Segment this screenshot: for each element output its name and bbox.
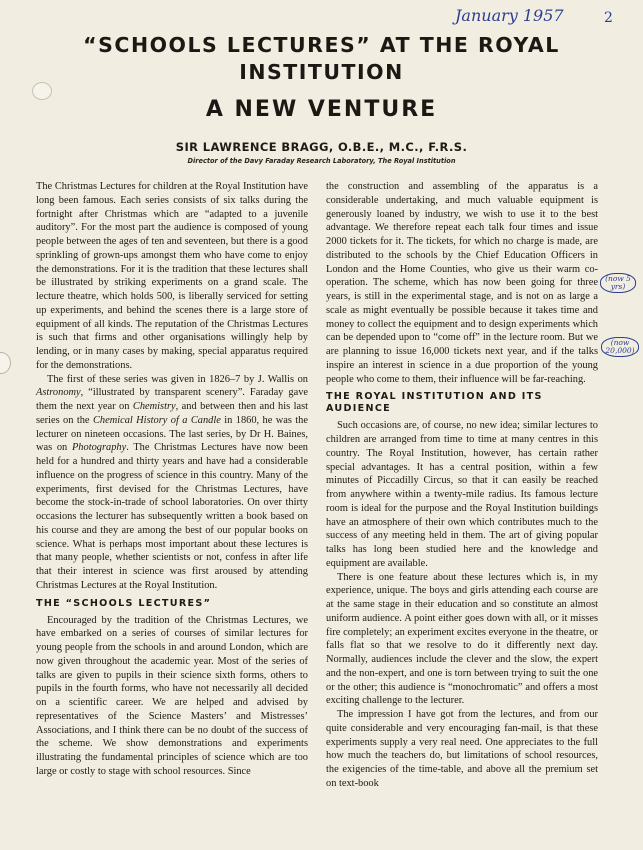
italic-title: Chemistry bbox=[132, 401, 176, 412]
article-subheadline: A NEW VENTURE bbox=[205, 97, 438, 122]
handwritten-page-number: 2 bbox=[604, 10, 613, 26]
paragraph: The first of these series was given in 1826–7 by J. Wallis on Astronomy, “illustrated by transparent scenery”. Faraday gave them the next year on Chemistry, and between then and his last series on the Chemical History of a Candle in 1860, he was the lecturer on nineteen occasions. The last series, by Dr H. Baines, was on Photography. The Christmas Lectures have now been held for a hundred and thirty years and have had a considerable influence on the progress of science in this country. Many of the experiments, first devised for the Christmas Lectures, have become the stock-in-trade of school laboratories. On over thirty occasions the lecturer has subsequently written a book based on his course and they are among the best of our popular books on science. What is perhaps most important about these lectures is that many people, whether scientists or not, confess in after life that their interest in science was first aroused by attending Christmas Lectures at the Royal Institution. bbox=[36, 373, 309, 591]
article-headline: “SCHOOLS LECTURES” AT THE ROYAL INSTITUTION bbox=[83, 33, 560, 84]
italic-title: Photography bbox=[71, 442, 127, 454]
paragraph: Such occasions are, of course, no new idea; similar lectures to children are arranged from time to time at many centres in this country. The Royal Institution, however, has certain rather special advantages. It has a central position, within a few minutes of Piccadilly Circus, so that it can easily be reached from anywhere within a twenty-mile radius. Its famous lecture room is ideal for the purpose and the Royal Institution buildings have an atmosphere of their own which contributes much to the success of any meeting held in them. The art of giving popular talks has long been studied here and the knowledge and equipment are available. bbox=[326, 420, 598, 569]
italic-title: Chemical History of a Candle bbox=[92, 414, 221, 426]
section-heading: THE ROYAL INSTITUTION AND ITS AUDIENCE bbox=[326, 391, 543, 415]
paragraph: the construction and assembling of the apparatus is a considerable undertaking, and much valuable equipment is generously loaned by industry, we wish to use it to the best advantage. We therefore repeat each talk four times and issue 2000 tickets for it. The tickets, for which no charge is made, are distributed to the schools by the Chief Education Officers in London and the Home Counties, who give us their warm co-operation. The scheme, which has now been going for three years, is still in the experimental stage, and is not on as large a scale as might eventually be possible because it takes time and money to collect the equipment and to design experiments which can be depended upon to “come off” in the lecture room. But we are planning to issue 16,000 tickets next year, and if the talks inspire an interest in science in a due proportion of the young people who come to them, their influence will be far-reaching. bbox=[326, 181, 598, 385]
paragraph: The Christmas Lectures for children at the Royal Institution have long been famous. Each series consists of six talks during the fortnight after Christmas which are “adapted to a juvenile auditory”. For the most part the audience is composed of young people between the ages of ten and seventeen, but there is a good sprinkling of grown-ups amongst them who have come to enjoy the demonstrations. For it is the tradition that these lectures shall be illustrated by striking experiments on a grand scale. The lecture theatre, which holds 500, is liberally serviced for setting up experiments, and behind the scenes there is a large store of equipment of all kinds. The reputation of the Christmas Lectures is such that firms and other organisations willingly help by lending, or in many cases by making, special apparatus required for the demonstrations. bbox=[36, 181, 308, 371]
handwritten-margin-note: (now 20,000) bbox=[601, 337, 639, 357]
handwritten-margin-note: (now 5 yrs) bbox=[600, 273, 636, 293]
edge-notch bbox=[0, 352, 11, 374]
author-byline: SIR LAWRENCE BRAGG, O.B.E., M.C., F.R.S. bbox=[175, 140, 468, 154]
italic-title: Astronomy bbox=[36, 387, 81, 399]
paragraph: Encouraged by the tradition of the Christmas Lectures, we have embarked on a series of courses of similar lectures for young people from the schools in and around London, which are now given throughout the academic year. Most of the series of talks are given to pupils in their science sixth forms, others to pupils in the fourth forms, who have not necessarily all decided on a scientific career. We are helped and advised by representatives of the Science Masters’ and Mistresses’ Associations, and I think there can be no doubt of the success of the scheme. We show demonstrations and experiments illustrating the fundamental principles of science which are too large or costly to stage with school resources. Since bbox=[36, 614, 308, 777]
paragraph: There is one feature about these lectures which is, in my experience, unique. The boys and girls attending each course are at the same stage in their education and so constitute an almost uniform audience. A point either goes down with all, or it misses fire completely; an experiment excites everyone in the theatre, or falls flat so that we resolve to do it differently next day. Normally, audiences include the clever and the slow, the expert and the non-expert, and one is torn between trying to suit the one or the other; this audience is “monochromatic” and offers a most exciting challenge to the lecturer. bbox=[326, 571, 598, 707]
right-column bbox=[326, 180, 598, 791]
author-affiliation: Director of the Davy Faraday Research Laboratory, The Royal Institution bbox=[187, 157, 456, 165]
paragraph: The impression I have got from the lectures, and from our quite considerable and very encouraging fan-mail, is that these experiments supply a very real need. One appreciates to the full how much the teachers do, but limitations of school resources, the exigencies of the time-table, and above all the premium set on text-book bbox=[326, 709, 598, 789]
section-heading: THE “SCHOOLS LECTURES” bbox=[36, 597, 212, 609]
left-column bbox=[36, 180, 308, 779]
handwritten-date: January 1957 bbox=[455, 6, 564, 25]
